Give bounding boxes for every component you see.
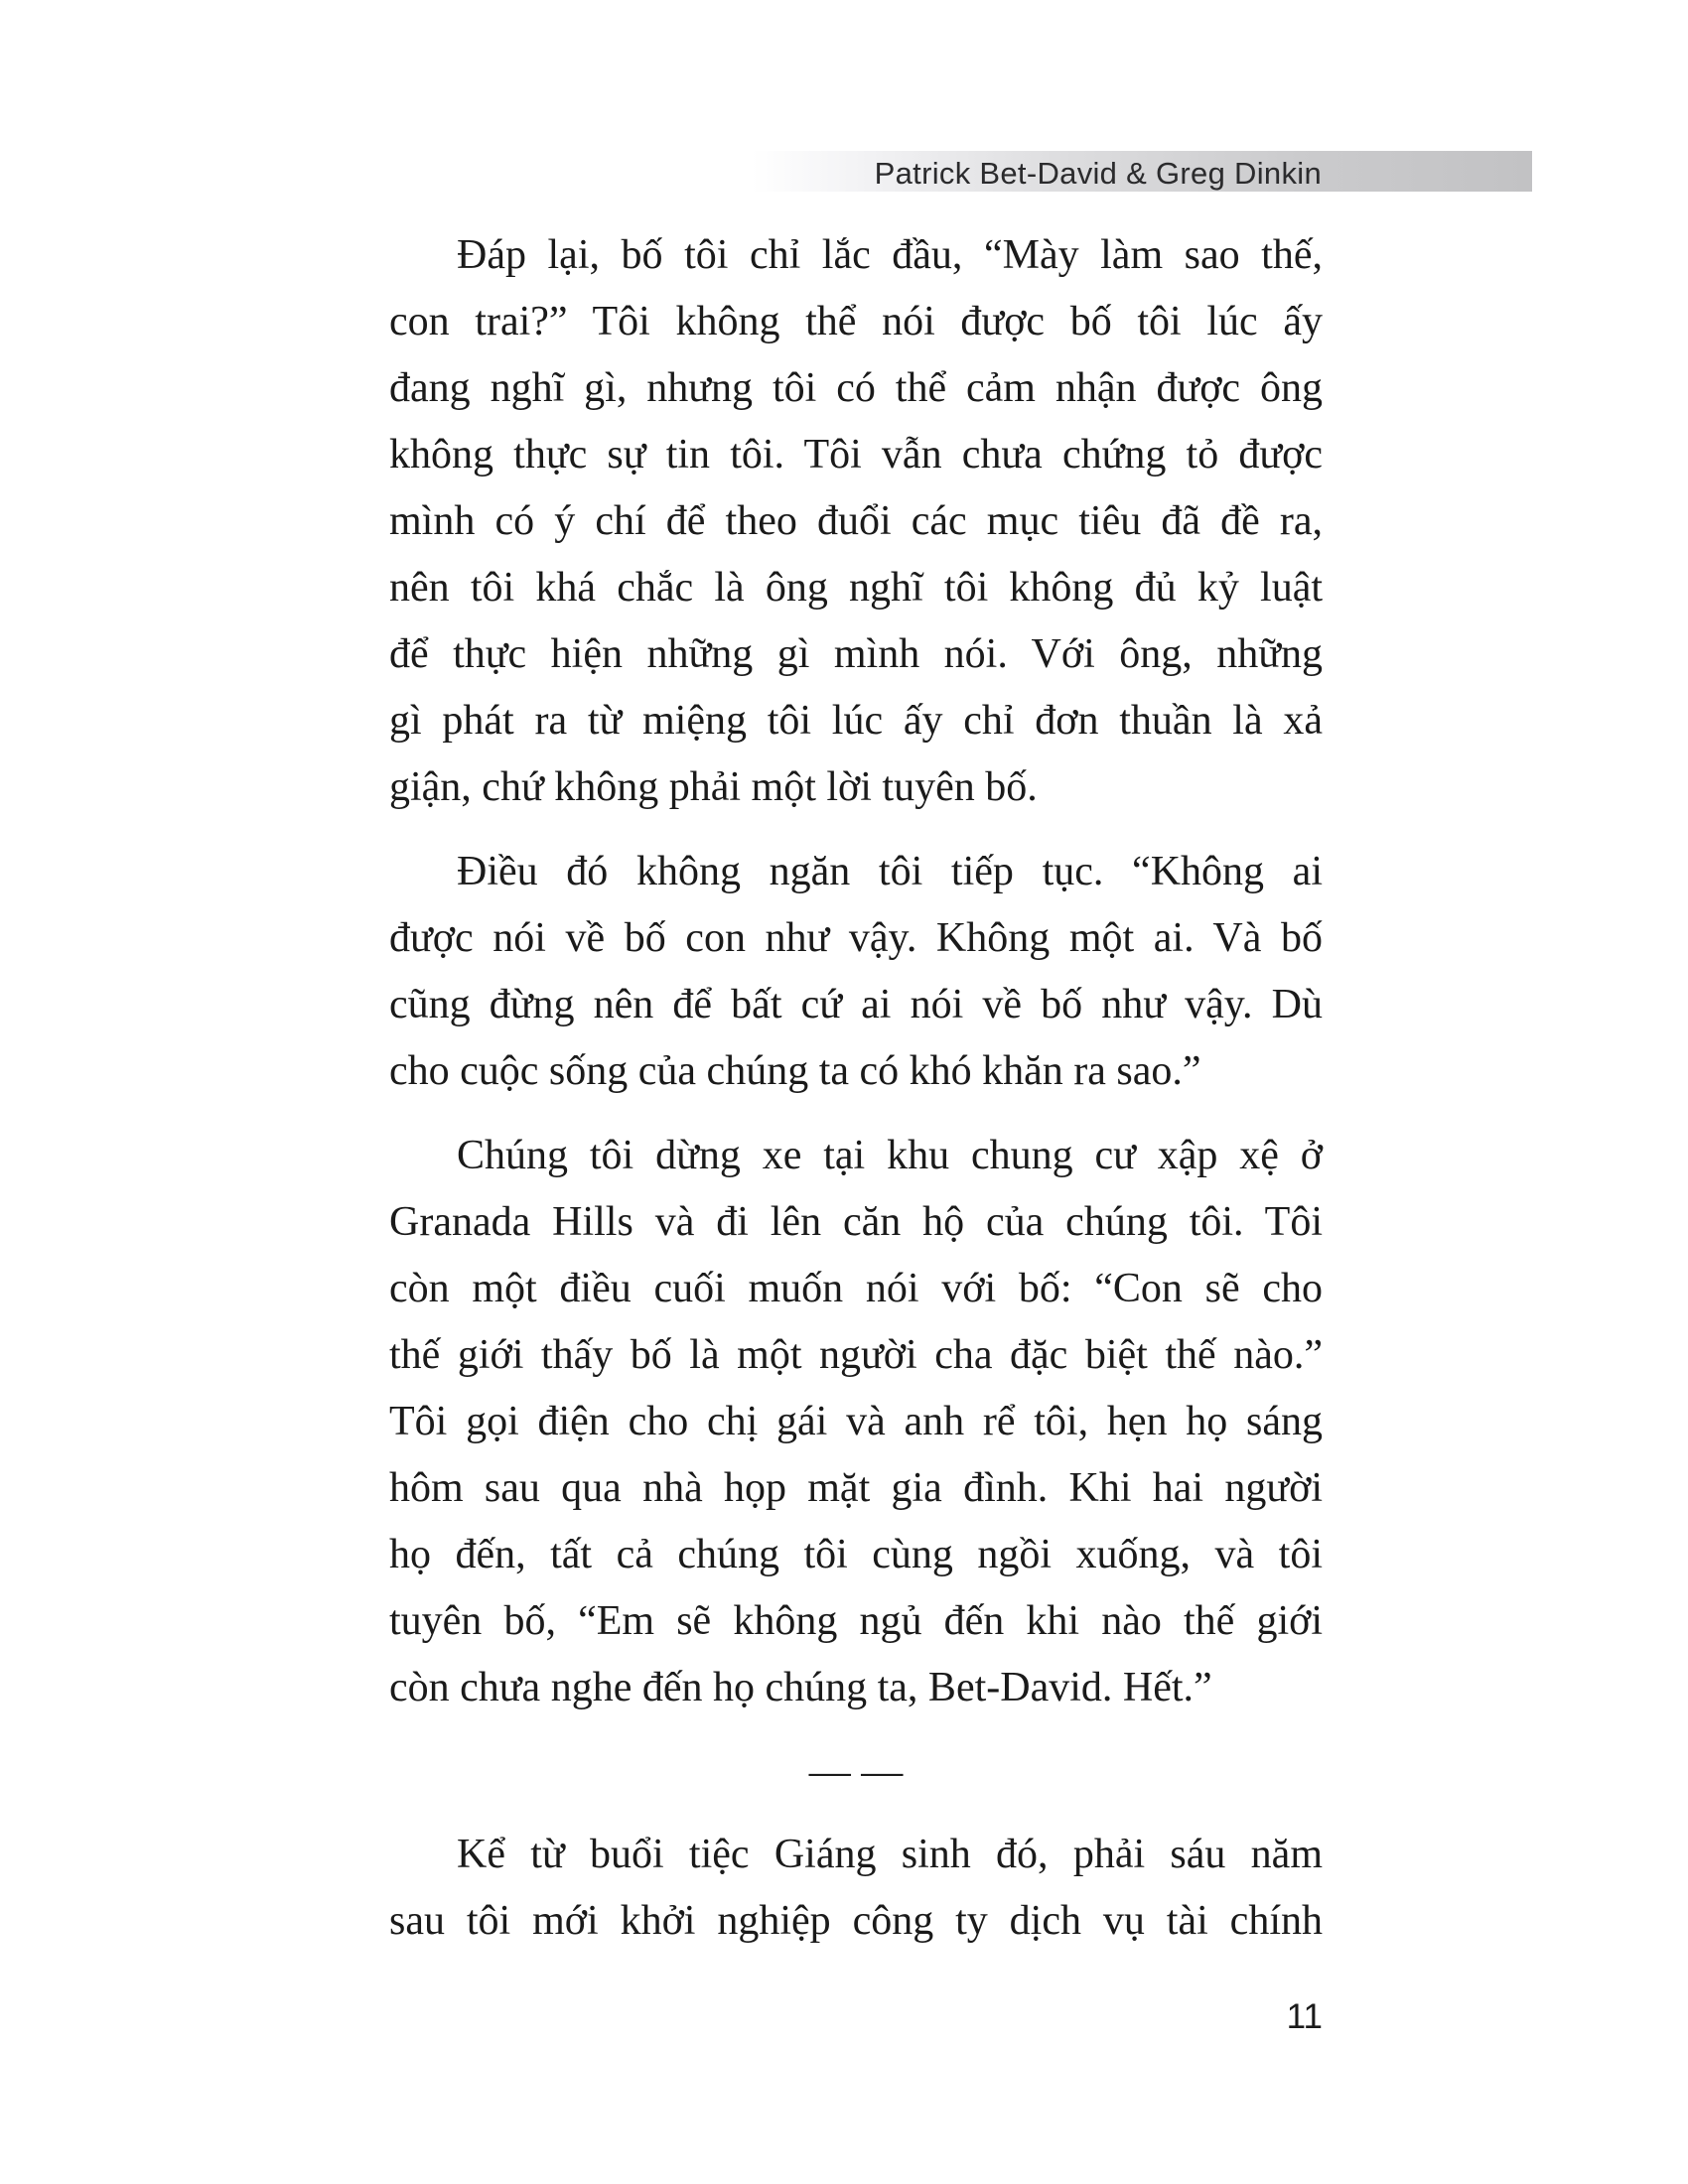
paragraph: [389, 1123, 1323, 1721]
text-line: Chúng tôi dừng xe tại khu chung cư xập xệ ở: [457, 1133, 1323, 1178]
paragraph: [389, 1822, 1323, 1955]
text-line: còn chưa nghe đến họ chúng ta, Bet-David. Hết.”: [389, 1665, 1212, 1710]
text-line: giận, chứ không phải một lời tuyên bố.: [389, 764, 1038, 810]
section-separator: — —: [808, 1749, 904, 1795]
text-line: Tôi gọi điện cho chị gái và anh rể tôi, hẹn họ sáng: [389, 1399, 1323, 1444]
text-line: hôm sau qua nhà họp mặt gia đình. Khi hai người: [389, 1465, 1323, 1511]
page-number: 11: [1286, 1997, 1323, 2036]
running-header-title: Patrick Bet-David & Greg Dinkin: [874, 156, 1322, 191]
body-text: [389, 222, 1323, 1973]
text-line: Granada Hills và đi lên căn hộ của chúng tôi. Tôi: [389, 1199, 1323, 1245]
text-line: con trai?” Tôi không thể nói được bố tôi lúc ấy: [389, 299, 1323, 344]
text-line: còn một điều cuối muốn nói với bố: “Con sẽ cho: [389, 1266, 1323, 1311]
text-line: Kể từ buổi tiệc Giáng sinh đó, phải sáu năm: [457, 1832, 1323, 1877]
text-line: họ đến, tất cả chúng tôi cùng ngồi xuống, và tôi: [389, 1532, 1323, 1577]
text-line: được nói về bố con như vậy. Không một ai. Và bố: [389, 915, 1323, 961]
text-line: Điều đó không ngăn tôi tiếp tục. “Không ai: [457, 849, 1323, 894]
text-line: thế giới thấy bố là một người cha đặc biệt thế nào.”: [389, 1332, 1323, 1378]
paragraph: [389, 839, 1323, 1105]
running-header-bar: [752, 151, 1532, 192]
text-line: nên tôi khá chắc là ông nghĩ tôi không đủ kỷ luật: [389, 565, 1323, 611]
text-line: sau tôi mới khởi nghiệp công ty dịch vụ tài chính: [389, 1898, 1323, 1944]
text-line: cho cuộc sống của chúng ta có khó khăn ra sao.”: [389, 1048, 1201, 1094]
text-line: để thực hiện những gì mình nói. Với ông, những: [389, 631, 1323, 677]
paragraph: [389, 222, 1323, 821]
text-line: cũng đừng nên để bất cứ ai nói về bố như vậy. Dù: [389, 982, 1323, 1027]
text-line: đang nghĩ gì, nhưng tôi có thể cảm nhận được ông: [389, 365, 1323, 411]
text-line: không thực sự tin tôi. Tôi vẫn chưa chứng tỏ được: [389, 432, 1323, 478]
text-line: gì phát ra từ miệng tôi lúc ấy chỉ đơn thuần là xả: [389, 698, 1323, 744]
text-line: Đáp lại, bố tôi chỉ lắc đầu, “Mày làm sao thế,: [457, 232, 1323, 278]
text-line: mình có ý chí để theo đuổi các mục tiêu đã đề ra,: [389, 498, 1323, 544]
text-line: tuyên bố, “Em sẽ không ngủ đến khi nào thế giới: [389, 1598, 1323, 1644]
